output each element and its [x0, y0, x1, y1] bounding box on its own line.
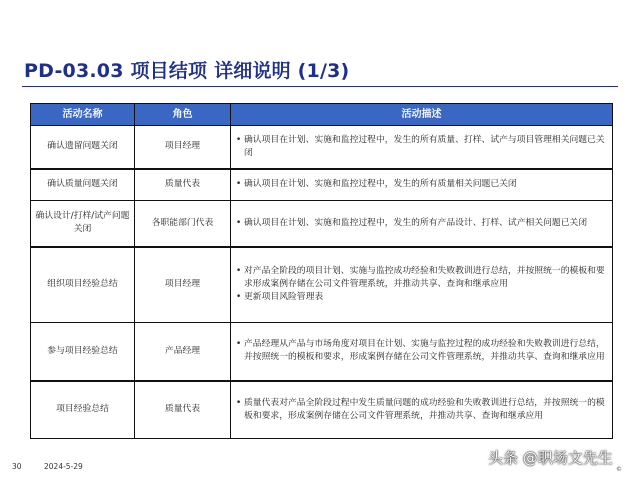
title-divider — [22, 86, 618, 87]
description-bullet: • 确认项目在计划、实施和监控过程中，发生的所有质量、打样、试产与项目管理相关问题已关闭 — [244, 134, 608, 160]
activity-table — [30, 103, 613, 439]
role-cell: 质量代表 — [135, 381, 231, 439]
table-row — [31, 201, 613, 247]
activity-cell: 确认遗留问题关闭 — [31, 126, 135, 169]
description-cell — [231, 381, 613, 439]
page-title: PD-03.03 项目结项 详细说明 (1/3) — [24, 60, 350, 82]
activity-cell: 确认质量问题关闭 — [31, 169, 135, 201]
activity-cell: 确认设计/打样/试产问题关闭 — [31, 201, 135, 247]
watermark: 头条 @职场文先生 — [488, 449, 613, 467]
role-cell: 项目经理 — [135, 126, 231, 169]
table-row — [31, 126, 613, 169]
description-cell — [231, 201, 613, 247]
role-cell: 质量代表 — [135, 169, 231, 201]
description-cell — [231, 126, 613, 169]
activity-cell: 参与项目经验总结 — [31, 323, 135, 381]
page-number: 30 — [12, 462, 22, 471]
role-cell: 产品经理 — [135, 323, 231, 381]
table-row — [31, 381, 613, 439]
description-bullet: • 对产品全阶段的项目计划、实施与监控成功经验和失败教训进行总结，并按照统一的模板和要求形成案例存储在公司文件管理系统，并推动共享、查询和继承应用 — [244, 265, 608, 291]
header-description: 活动描述 — [231, 104, 613, 126]
description-cell — [231, 323, 613, 381]
copyright-mark: © — [616, 466, 622, 473]
activity-cell: 组织项目经验总结 — [31, 247, 135, 323]
role-cell: 各职能部门代表 — [135, 201, 231, 247]
header-activity-name: 活动名称 — [31, 104, 135, 126]
description-bullet: • 质量代表对产品全阶段过程中发生质量问题的成功经验和失败教训进行总结，并按照统一的模板和要求，形成案例存储在公司文件管理系统，并推动共享、查询和继承应用 — [244, 397, 608, 423]
footer-date: 2024-5-29 — [44, 462, 83, 471]
description-cell — [231, 169, 613, 201]
description-cell — [231, 247, 613, 323]
table-header-row — [31, 104, 613, 126]
description-bullet: • 产品经理从产品与市场角度对项目在计划、实施与监控过程的成功经验和失败教训进行总结，并按照统一的模板和要求，形成案例存储在公司文件管理系统，并推动共享、查询和继承应用 — [244, 338, 608, 364]
activity-cell: 项目经验总结 — [31, 381, 135, 439]
description-bullet: • 确认项目在计划、实施和监控过程中，发生的所有质量相关问题已关闭 — [244, 178, 608, 191]
role-cell: 项目经理 — [135, 247, 231, 323]
description-bullet: • 更新项目风险管理表 — [244, 291, 608, 304]
table-row — [31, 247, 613, 323]
header-role: 角色 — [135, 104, 231, 126]
table-row — [31, 169, 613, 201]
description-bullet: • 确认项目在计划、实施和监控过程中，发生的所有产品设计、打样、试产相关问题已关闭 — [244, 217, 608, 230]
table-row — [31, 323, 613, 381]
